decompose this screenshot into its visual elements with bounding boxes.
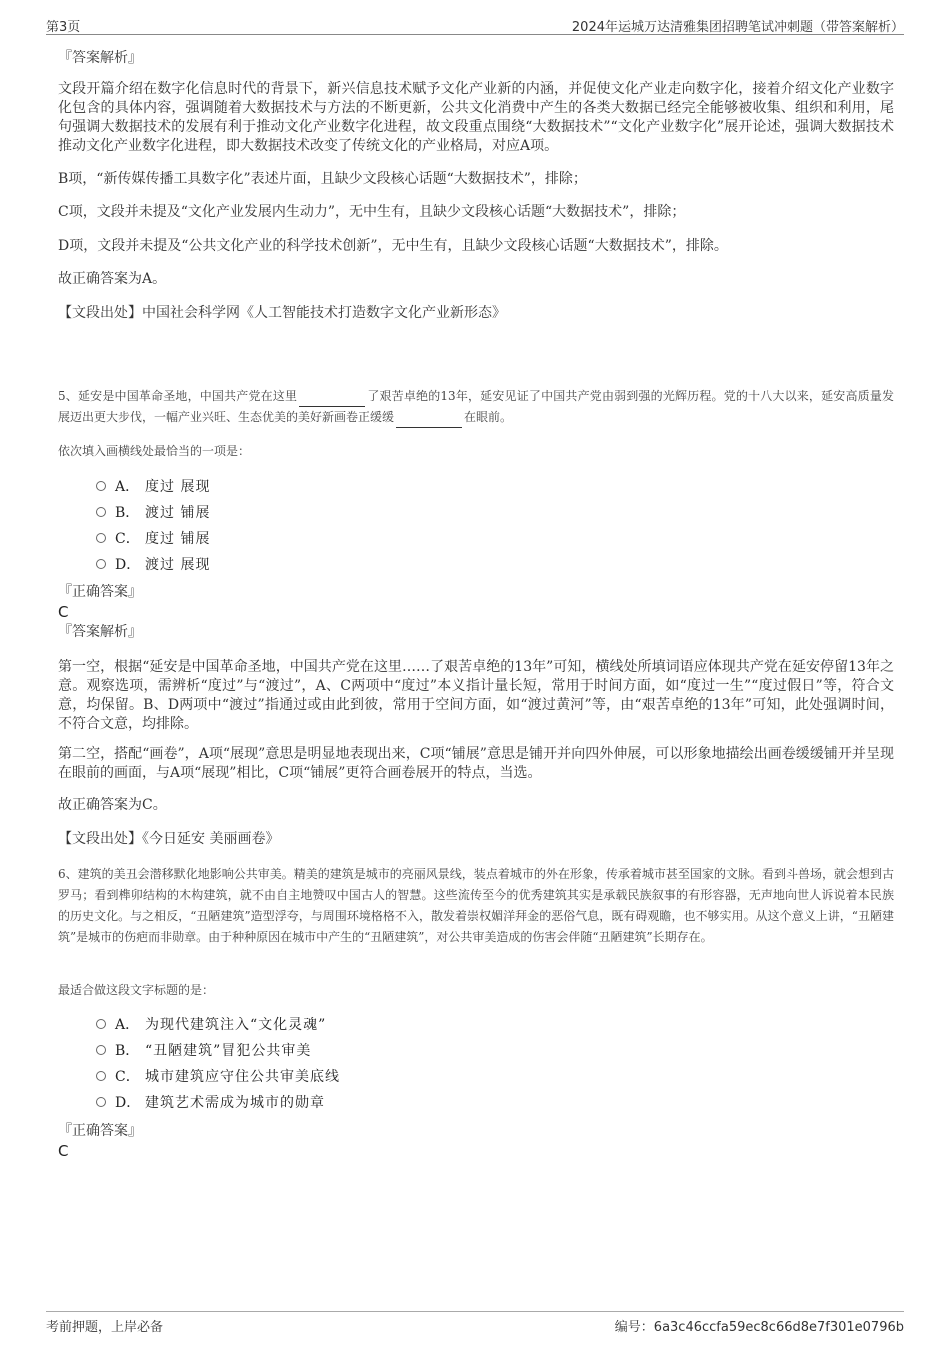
q4-option-b-note: B项，“新传媒传播工具数字化”表述片面，且缺少文段核心话题“大数据技术”，排除； <box>58 171 587 187</box>
page-header <box>46 14 904 35</box>
page-number: 第3页 <box>46 20 81 35</box>
radio-icon[interactable] <box>96 1019 106 1029</box>
q6-prompt: 最适合做这段文字标题的是： <box>58 983 215 997</box>
radio-icon[interactable] <box>96 559 106 569</box>
q5-conclusion: 故正确答案为C。 <box>58 797 167 813</box>
q5-analysis-1: 第一空，根据“延安是中国革命圣地，中国共产党在这里……了艰苦卓绝的13年”可知，横线处所填词语应体现共产党在延安停留13年之意。观察选项，需辨析“度过”与“渡过”，A、C两项中“度过”本义指计量长短，常用于时间方面，如“度过一生”“度过假日”等，符合文意，均保留。B、D两项中“渡过”指通过或由此到彼，常用于空间方面，如“渡过黄河”等，由“艰苦卓绝的13年”可知，此处强调时间，不符合文意，均排除。 <box>58 659 894 732</box>
q4-analysis-text: 文段开篇介绍在数字化信息时代的背景下，新兴信息技术赋予文化产业新的内涵，并促使文化产业走向数字化，接着介绍文化产业数字化包含的具体内容，强调随着大数据技术与方法的不断更新，公共文化消费中产生的各类大数据已经完全能够被收集、组织和利用，尾句强调大数据技术的发展有利于推动文化产业数字化进程，故文段重点围绕“大数据技术”“文化产业数字化”展开论述，强调大数据技术推动文化产业数字化进程，即大数据技术改变了传统文化的产业格局，对应A项。 <box>58 81 894 154</box>
q5-answer-label: 『正确答案』 <box>58 584 142 600</box>
q4-option-d-note: D项，文段并未提及“公共文化产业的科学技术创新”，无中生有，且缺少文段核心话题“大数据技术”，排除。 <box>58 238 728 254</box>
radio-icon[interactable] <box>96 1071 106 1081</box>
footer-slogan: 考前押题，上岸必备 <box>46 1320 164 1335</box>
fill-blank-1 <box>299 393 365 407</box>
radio-icon[interactable] <box>96 1097 106 1107</box>
q6-option-c[interactable]: C． 城市建筑应守住公共审美底线 <box>96 1066 340 1088</box>
q4-analysis-label: 『答案解析』 <box>58 50 142 66</box>
q5-analysis-label: 『答案解析』 <box>58 624 142 640</box>
fill-blank-2 <box>396 414 462 428</box>
page-footer <box>46 1311 904 1334</box>
q5-analysis-2: 第二空，搭配“画卷”，A项“展现”意思是明显地表现出来，C项“铺展”意思是铺开并向四外伸展，可以形象地描绘出画卷缓缓铺开并呈现在眼前的画面，与A项“展现”相比，C项“铺展”更符合画卷展开的特点，当选。 <box>58 746 894 781</box>
radio-icon[interactable] <box>96 481 106 491</box>
q6-option-a[interactable]: A． 为现代建筑注入“文化灵魂” <box>96 1014 326 1036</box>
q6-option-d[interactable]: D． 建筑艺术需成为城市的勋章 <box>96 1092 325 1114</box>
q4-conclusion: 故正确答案为A。 <box>58 271 167 287</box>
q4-option-c-note: C项，文段并未提及“文化产业发展内生动力”，无中生有，且缺少文段核心话题“大数据技术”，排除； <box>58 204 686 220</box>
q6-option-b[interactable]: B． “丑陋建筑”冒犯公共审美 <box>96 1040 311 1062</box>
q5-source: 【文段出处】《今日延安 美丽画卷》 <box>58 831 280 847</box>
q5-option-a[interactable]: A． 度过 展现 <box>96 476 210 498</box>
document-title: 2024年运城万达清雅集团招聘笔试冲刺题（带答案解析） <box>571 20 904 35</box>
q5-prompt: 依次填入画横线处最恰当的一项是： <box>58 444 251 458</box>
q5-answer: C <box>58 603 69 621</box>
q6-answer: C <box>58 1142 69 1160</box>
document-id: 编号：6a3c46ccfa59ec8c66d8e7f301e0796b <box>614 1320 904 1335</box>
q6-answer-label: 『正确答案』 <box>58 1123 142 1139</box>
q5-option-d[interactable]: D． 渡过 展现 <box>96 554 210 576</box>
radio-icon[interactable] <box>96 533 106 543</box>
q5-option-c[interactable]: C． 度过 铺展 <box>96 528 210 550</box>
q4-source: 【文段出处】中国社会科学网《人工智能技术打造数字文化产业新形态》 <box>58 305 506 321</box>
radio-icon[interactable] <box>96 507 106 517</box>
q5-stem: 5、延安是中国革命圣地，中国共产党在这里 了艰苦卓绝的13年，延安见证了中国共产党由弱到强的光辉历程。党的十八大以来，延安高质量发展迈出更大步伐，一幅产业兴旺、生态优美的美好新画卷正缓缓 在眼前。 <box>58 386 894 428</box>
q6-stem: 6、建筑的美丑会潜移默化地影响公共审美。精美的建筑是城市的亮丽风景线，装点着城市的外在形象，传承着城市甚至国家的文脉。看到斗兽场，就会想到古罗马；看到榫卯结构的木构建筑，就不由自主地赞叹中国古人的智慧。这些流传至今的优秀建筑其实是承载民族叙事的有形容器，无声地向世人诉说着本民族的历史文化。与之相反，“丑陋建筑”造型浮夸，与周围环境格格不入，散发着崇权媚洋拜金的恶俗气息，既有碍观瞻，也不够实用。从这个意义上讲，“丑陋建筑”是城市的伤疤而非勋章。由于种种原因在城市中产生的“丑陋建筑”，对公共审美造成的伤害会伴随“丑陋建筑”长期存在。 <box>58 867 894 944</box>
radio-icon[interactable] <box>96 1045 106 1055</box>
q5-option-b[interactable]: B． 渡过 铺展 <box>96 502 210 524</box>
